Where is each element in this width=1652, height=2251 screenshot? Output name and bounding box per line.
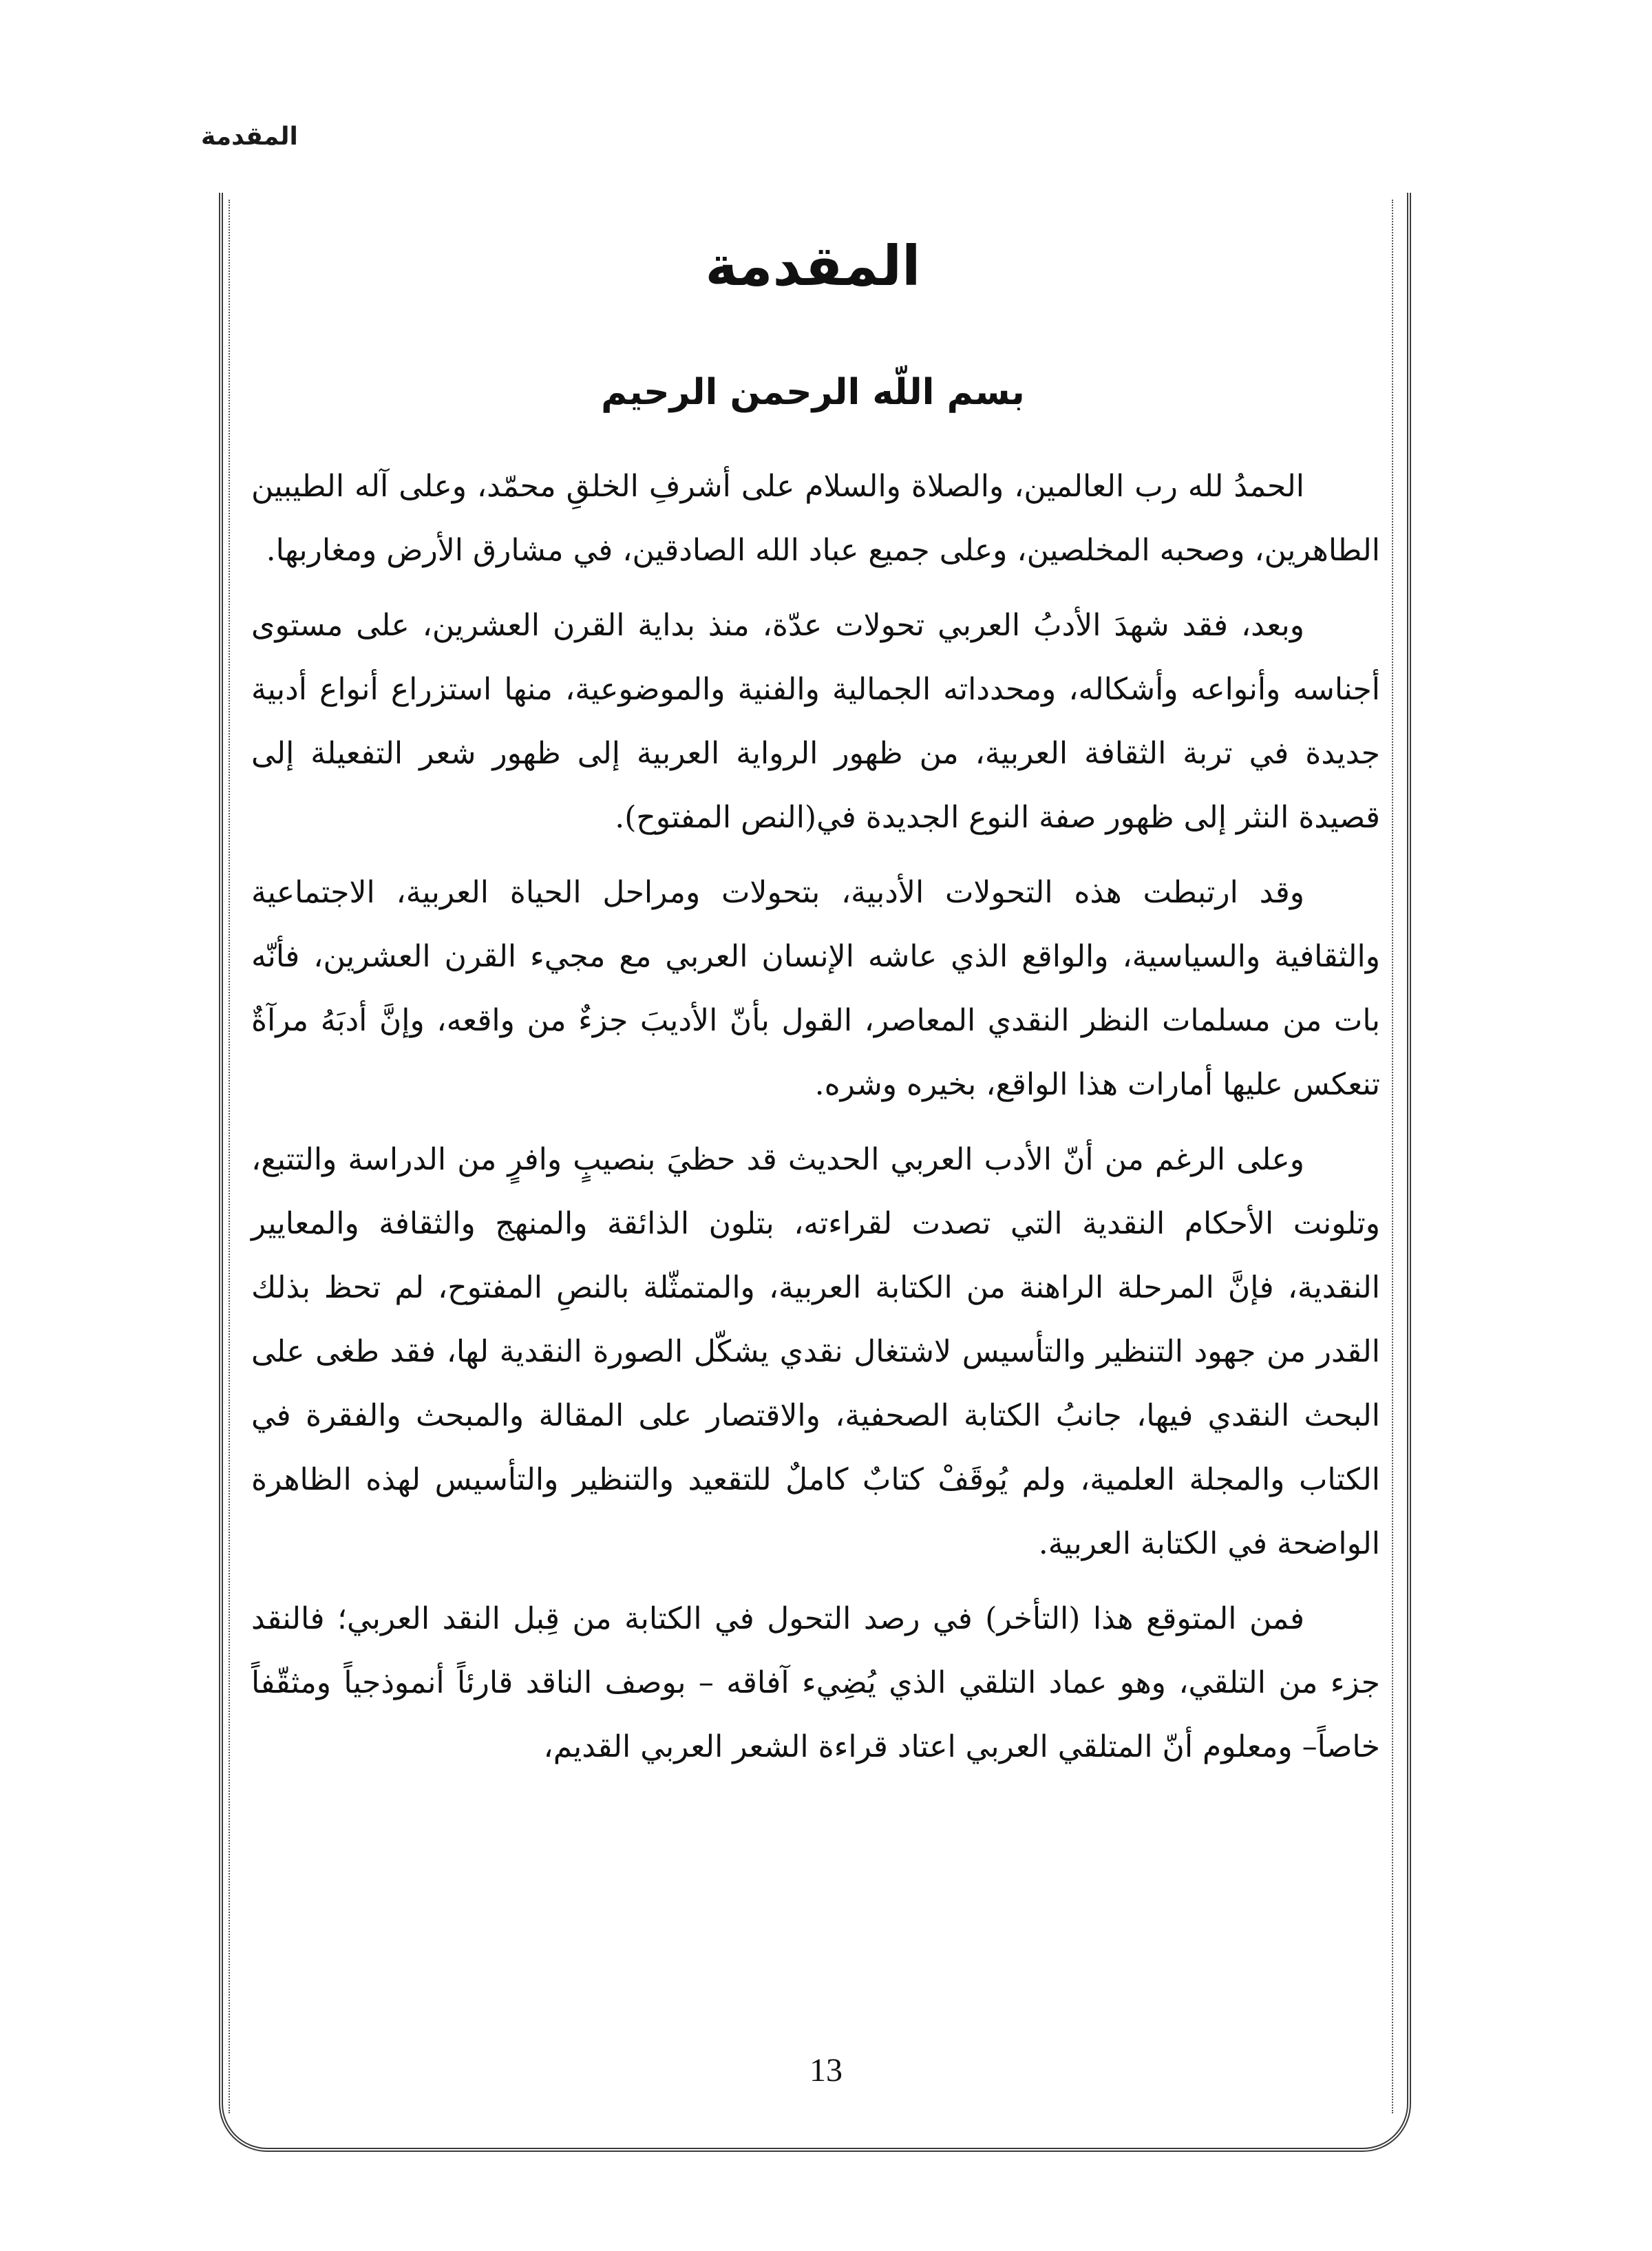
- border-rule-right: [1392, 200, 1395, 2113]
- paragraph: وعلى الرغم من أنّ الأدب العربي الحديث قد حظيَ بنصيبٍ وافرٍ من الدراسة والتتبع، وتلونت الأحكام النقدية التي تصدت لقراءته، بتلون الذائقة والمنهج والثقافة والمعايير النقدية، فإنَّ المرحلة الراهنة من الكتابة العربية، والمتمثّلة بالنصِ المفتوح، لم تحظ بذلك القدر من جهود التنظير والتأسيس لاشتغال نقدي يشكّل الصورة النقدية لها، فقد طغى على البحث النقدي فيها، جانبُ الكتابة الصحفية، والاقتصار على المقالة والمبحث والفقرة في الكتاب والمجلة العلمية، ولم يُوقَفْ كتابٌ كاملٌ للتقعيد والتنظير والتأسيس لهذه الظاهرة الواضحة في الكتابة العربية.: [251, 1142, 1381, 1561]
- paragraph: الحمدُ لله رب العالمين، والصلاة والسلام على أشرفِ الخلقِ محمّد، وعلى آله الطيبين الطاهرين، وصحبه المخلصين، وعلى جميع عباد الله الصادقين، في مشارق الأرض ومغاربها.: [251, 469, 1380, 568]
- border-rule-left: [229, 200, 231, 2113]
- running-header: المقدمة: [201, 123, 298, 151]
- page-title: المقدمة: [705, 234, 921, 298]
- paragraph: وقد ارتبطت هذه التحولات الأدبية، بتحولات ومراحل الحياة العربية، الاجتماعية والثقافية والسياسية، والواقع الذي عاشه الإنسان العربي مع مجيء القرن العشرين، فأنّه بات من مسلمات النظر النقدي المعاصر، القول بأنّ الأديبَ جزءٌ من واقعه، وإنَّ أدبَهُ مرآةٌ تنعكس عليها أمارات هذا الواقع، بخيره وشره.: [251, 875, 1380, 1102]
- paragraph: وبعد، فقد شهدَ الأدبُ العربي تحولات عدّة، منذ بداية القرن العشرين، على مستوى أجناسه وأنواعه وأشكاله، ومحدداته الجمالية والفنية والموضوعية، منها استزراع أنواع أدبية جديدة في تربة الثقافة العربية، من ظهور الرواية العربية إلى ظهور شعر التفعيلة إلى قصيدة النثر إلى ظهور صفة النوع الجديدة في(النص المفتوح).: [251, 608, 1380, 835]
- basmala: بسم اللّه الرحمن الرحيم: [601, 372, 1025, 413]
- body-text: [251, 454, 1380, 1790]
- paragraph: فمن المتوقع هذا (التأخر) في رصد التحول في الكتابة من قِبل النقد العربي؛ فالنقد جزء من التلقي، وهو عماد التلقي الذي يُضِيء آفاقه – بوصف الناقد قارئاً أنموذجياً ومثقّفاً خاصاً– ومعلوم أنّ المتلقي العربي اعتاد قراءة الشعر العربي القديم،: [251, 1601, 1380, 1764]
- page-number: 13: [809, 2052, 843, 2089]
